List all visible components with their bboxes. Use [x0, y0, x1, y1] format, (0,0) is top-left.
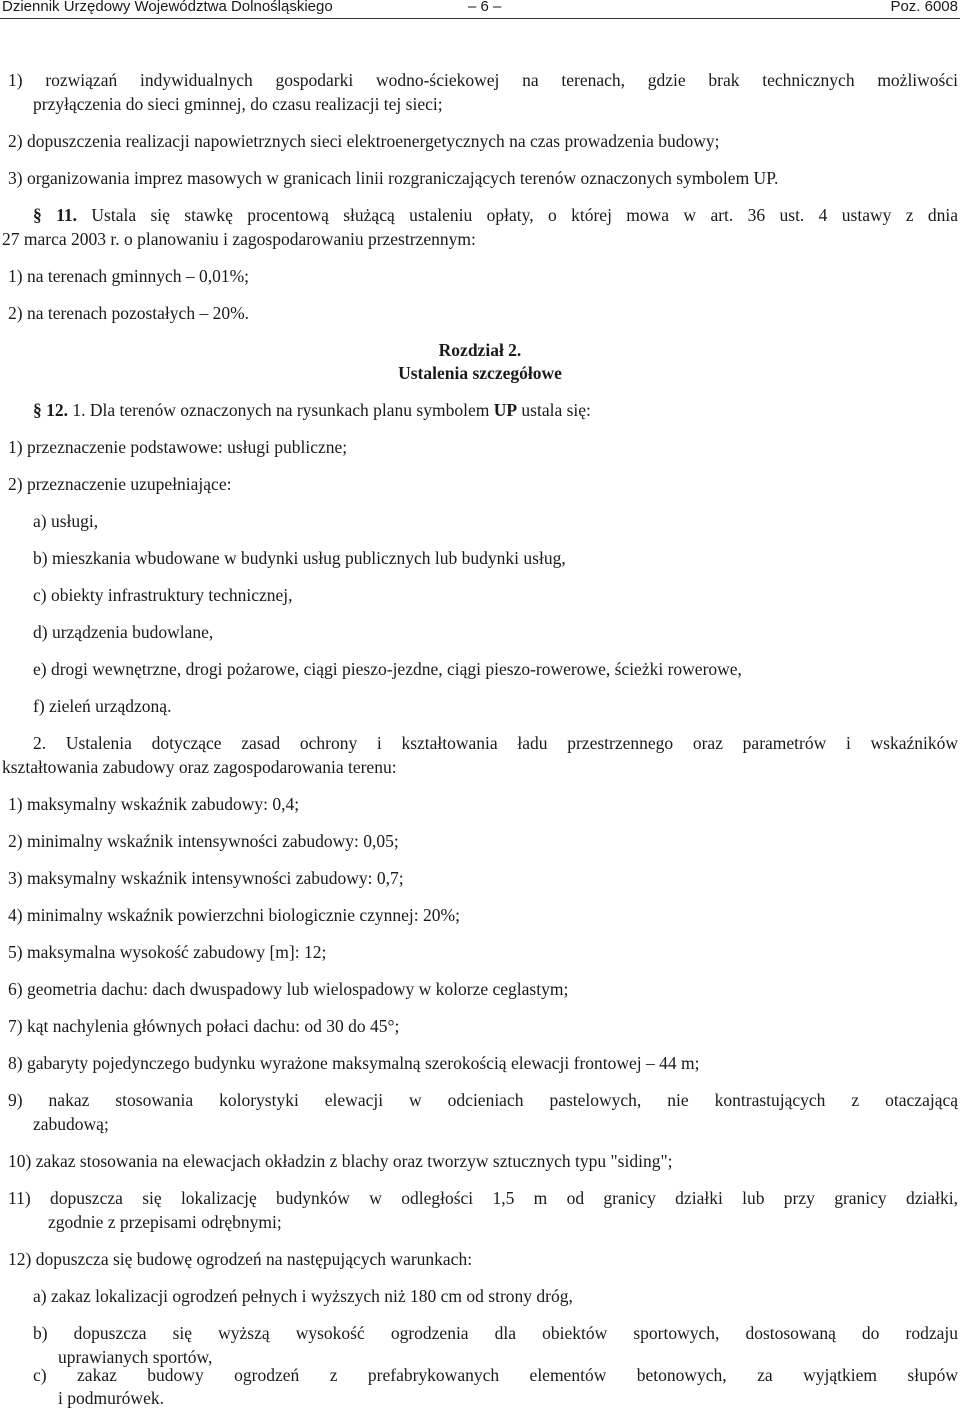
area-symbol: UP — [493, 400, 518, 420]
parameter-item-4: 4) minimalny wskaźnik powierzchni biologicznie czynnej: 20%; — [8, 905, 460, 925]
chapter-title: Rozdział 2. — [438, 340, 522, 360]
usage-subitem-d: d) urządzenia budowlane, — [33, 622, 214, 642]
intro-item-3: 3) organizowania imprez masowych w granicach linii rozgraniczających terenów oznaczonych symbolem UP. — [8, 168, 779, 188]
paragraph-12-sub-1-number: 1. — [72, 400, 86, 420]
usage-subitem-f: f) zieleń urządzoną. — [33, 696, 172, 716]
paragraph-11-number: § 11. — [33, 205, 78, 225]
page-header — [0, 0, 960, 19]
parameter-item-6: 6) geometria dachu: dach dwuspadowy lub wielospadowy w kolorze ceglastym; — [8, 979, 569, 999]
paragraph-11-line-2: 27 marca 2003 r. o planowaniu i zagospodarowaniu przestrzennym: — [2, 229, 476, 249]
paragraph-11-item-1: 1) na terenach gminnych – 0,01%; — [8, 266, 250, 286]
page-number: – 6 – — [468, 0, 502, 15]
journal-title: Dziennik Urzędowy Województwa Dolnośląskiego — [2, 0, 333, 15]
parameter-item-8: 8) gabaryty pojedynczego budynku wyrażone maksymalną szerokością elewacji frontowej – 44 m; — [8, 1053, 700, 1073]
parameter-item-5: 5) maksymalna wysokość zabudowy [m]: 12; — [8, 942, 327, 962]
paragraph-11-line-1 — [33, 205, 958, 226]
fence-condition-b-line-1: b) dopuszcza się wyższą wysokość ogrodzenia dla obiektów sportowych, dostosowaną do rodzaju — [33, 1323, 958, 1343]
parameter-item-1: 1) maksymalny wskaźnik zabudowy: 0,4; — [8, 794, 300, 814]
paragraph-12-sub-2-line-1: 2. Ustalenia dotyczące zasad ochrony i kształtowania ładu przestrzennego oraz parametrów i wskaźników — [33, 733, 958, 753]
paragraph-12-number: § 12. — [33, 400, 68, 420]
parameter-item-10: 10) zakaz stosowania na elewacjach okładzin z blachy oraz tworzyw sztucznych typu "siding"; — [8, 1151, 673, 1171]
usage-item-1: 1) przeznaczenie podstawowe: usługi publiczne; — [8, 437, 348, 457]
usage-item-2: 2) przeznaczenie uzupełniające: — [8, 474, 232, 494]
intro-item-1-line-2: przyłączenia do sieci gminnej, do czasu realizacji tej sieci; — [33, 94, 443, 114]
intro-item-2: 2) dopuszczenia realizacji napowietrznych sieci elektroenergetycznych na czas prowadzenia budowy; — [8, 131, 720, 151]
parameter-item-3: 3) maksymalny wskaźnik intensywności zabudowy: 0,7; — [8, 868, 404, 888]
intro-item-1-line-1: 1) rozwiązań indywidualnych gospodarki wodno-ściekowej na terenach, gdzie brak technicznych możliwości — [8, 70, 958, 90]
paragraph-12-sub-1-text: Dla terenów oznaczonych na rysunkach planu symbolem — [89, 400, 490, 420]
parameter-item-9-line-1: 9) nakaz stosowania kolorystyki elewacji w odcieniach pastelowych, nie kontrastujących z otaczającą — [8, 1090, 958, 1110]
parameter-item-9-line-2: zabudową; — [33, 1114, 109, 1134]
usage-subitem-b: b) mieszkania wbudowane w budynki usług publicznych lub budynki usług, — [33, 548, 566, 568]
parameter-item-7: 7) kąt nachylenia głównych połaci dachu: od 30 do 45°; — [8, 1016, 400, 1036]
usage-subitem-e: e) drogi wewnętrzne, drogi pożarowe, ciągi pieszo-jezdne, ciągi pieszo-rowerowe, ścieżki rowerowe, — [33, 659, 742, 679]
fence-condition-a: a) zakaz lokalizacji ogrodzeń pełnych i wyższych niż 180 cm od strony dróg, — [33, 1286, 573, 1306]
paragraph-12-line-1 — [33, 400, 591, 421]
position-number: Poz. 6008 — [890, 0, 958, 15]
parameter-item-12: 12) dopuszcza się budowę ogrodzeń na następujących warunkach: — [8, 1249, 473, 1269]
fence-condition-c-line-2: i podmurówek. — [58, 1388, 164, 1408]
chapter-subtitle: Ustalenia szczegółowe — [398, 363, 562, 383]
paragraph-12-sub-1-tail: ustala się: — [521, 400, 591, 420]
paragraph-12-sub-2-line-2: kształtowania zabudowy oraz zagospodarowania terenu: — [2, 757, 397, 777]
parameter-item-11-line-1: 11) dopuszcza się lokalizację budynków w odległości 1,5 m od granicy działki lub przy granicy działki, — [8, 1188, 958, 1208]
fence-condition-c-line-1: c) zakaz budowy ogrodzeń z prefabrykowanych elementów betonowych, za wyjątkiem słupów — [33, 1365, 958, 1385]
usage-subitem-a: a) usługi, — [33, 511, 99, 531]
paragraph-11-text: Ustala się stawkę procentową służącą ustaleniu opłaty, o której mowa w art. 36 ust. 4 ustawy z dnia — [91, 205, 958, 225]
parameter-item-11-line-2: zgodnie z przepisami odrębnymi; — [48, 1212, 282, 1232]
paragraph-11-item-2: 2) na terenach pozostałych – 20%. — [8, 303, 250, 323]
fence-condition-b-line-2: uprawianych sportów, — [58, 1347, 213, 1367]
usage-subitem-c: c) obiekty infrastruktury technicznej, — [33, 585, 293, 605]
parameter-item-2: 2) minimalny wskaźnik intensywności zabudowy: 0,05; — [8, 831, 399, 851]
